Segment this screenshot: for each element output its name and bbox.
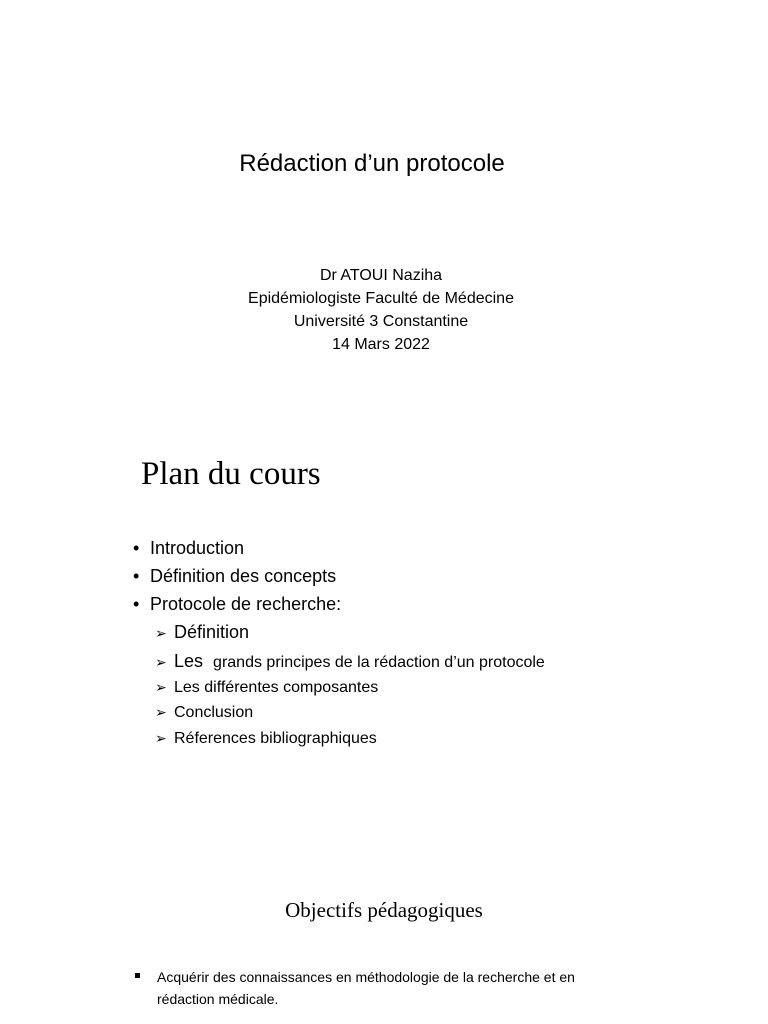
objective-text: Acquérir des connaissances en méthodologie de la recherche et en rédaction médicale. (157, 969, 575, 1007)
objective-item (135, 966, 615, 1010)
plan-subitem-conclusion (155, 701, 253, 724)
author-role: Epidémiologiste Faculté de Médecine (248, 290, 514, 307)
arrow-bullet-icon: ➢ (155, 679, 167, 695)
arrow-bullet-icon: ➢ (155, 730, 167, 746)
document-title: Rédaction d’un protocole (239, 150, 505, 177)
plan-subitem-composantes (155, 676, 378, 699)
plan-subitem-label: Définition (174, 622, 250, 642)
plan-subitem-references (155, 727, 377, 750)
plan-subitem-label: Réferences bibliographiques (174, 730, 377, 747)
bullet-icon: • (133, 566, 140, 586)
author-block (0, 264, 762, 356)
plan-bullet-label: Protocole de recherche: (150, 594, 342, 614)
author-name: Dr ATOUI Naziha (319, 267, 443, 284)
square-bullet-icon (135, 973, 140, 978)
plan-heading: Plan du cours (141, 456, 321, 492)
arrow-bullet-icon: ➢ (155, 625, 167, 641)
plan-bullet-introduction (133, 535, 244, 561)
author-university: Université 3 Constantine (293, 313, 469, 330)
arrow-bullet-icon: ➢ (155, 654, 167, 670)
presentation-date: 14 Mars 2022 (332, 336, 430, 353)
plan-bullet-label: Définition des concepts (150, 566, 337, 586)
plan-subitem-label-principes: grands principes de la rédaction d’un protocole (213, 654, 545, 671)
plan-subitem-label: Les différentes composantes (174, 679, 379, 696)
plan-bullet-protocole (133, 591, 341, 617)
plan-bullet-label: Introduction (150, 538, 245, 558)
plan-bullet-definition-concepts (133, 563, 336, 589)
plan-subitem-definition (155, 619, 249, 646)
objectives-heading: Objectifs pédagogiques (285, 898, 483, 922)
plan-subitem-grands-principes (155, 648, 545, 676)
bullet-icon: • (133, 538, 140, 558)
bullet-icon: • (133, 594, 140, 614)
plan-subitem-label-les: Les (174, 651, 204, 671)
arrow-bullet-icon: ➢ (155, 704, 167, 720)
plan-subitem-label: Conclusion (174, 704, 254, 721)
